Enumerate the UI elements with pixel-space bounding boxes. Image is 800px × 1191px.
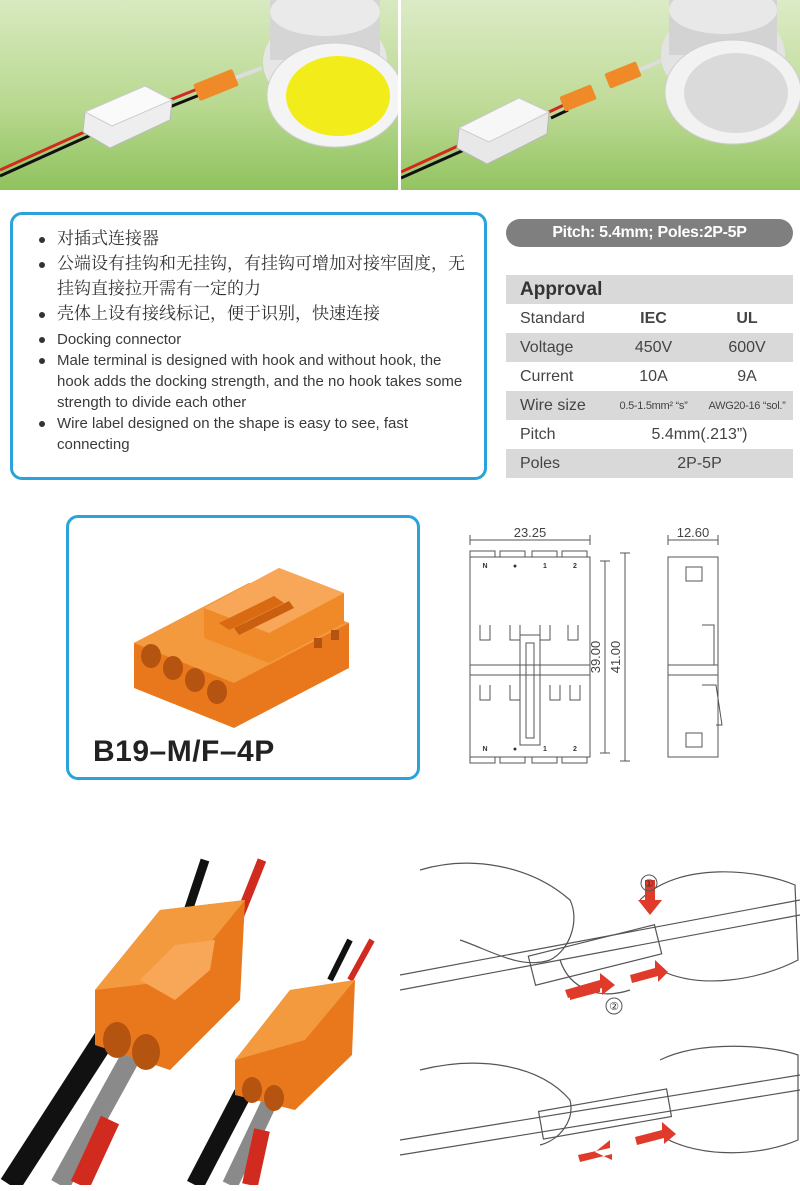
approval-table <box>506 275 793 478</box>
approval-header-row <box>506 304 793 333</box>
product-model-name: B19–M/F–4P <box>93 735 275 768</box>
row-label: Poles <box>520 454 561 472</box>
pin-label: 2 <box>573 563 577 570</box>
feature-item: Male terminal is designed with hook and without hook, the hook adds the docking strength, and the no hook takes some strength to divide each other <box>39 350 470 413</box>
header-iec: IEC <box>640 309 667 327</box>
usage-instruction-illustration <box>400 840 800 1185</box>
approval-row-wire-size <box>506 391 793 420</box>
row-label: Wire size <box>520 396 586 414</box>
pin-label: 2 <box>573 746 577 753</box>
approval-row-pitch <box>506 420 793 449</box>
connector-render <box>109 528 389 728</box>
feature-item: 公端设有挂钩和无挂钩，有挂钩可增加对接牢固度，无挂钩直接拉开需有一定的力 <box>39 252 470 302</box>
row-iec-value: 10A <box>639 367 668 385</box>
row-label: Voltage <box>520 338 574 356</box>
features-box <box>10 212 487 480</box>
approval-row-voltage <box>506 333 793 362</box>
row-iec-value: 450V <box>634 338 673 356</box>
row-ul-value: AWG20-16 “sol.” <box>708 399 786 412</box>
product-box <box>66 515 420 780</box>
pin-label: 1 <box>543 746 547 753</box>
pin-label: ● <box>512 563 518 570</box>
pin-label: ● <box>512 746 518 753</box>
header-standard: Standard <box>520 309 585 327</box>
row-iec-value: 0.5-1.5mm² “s” <box>619 399 688 412</box>
feature-item: Docking connector <box>39 329 470 350</box>
approval-title-row <box>506 275 793 304</box>
hero-photo-disconnected <box>401 0 800 190</box>
feature-item: 壳体上设有接线标记，便于识别，快速连接 <box>39 302 470 327</box>
features-list <box>39 227 470 455</box>
row-label: Current <box>520 367 574 385</box>
pin-label: N <box>482 563 488 570</box>
step-1-marker: ① <box>644 878 654 890</box>
dim-side-width: 12.60 <box>676 525 710 540</box>
dim-width: 23.25 <box>513 525 547 540</box>
feature-item: 对插式连接器 <box>39 227 470 252</box>
row-span-value: 5.4mm(.213”) <box>651 425 748 443</box>
pitch-poles-badge: Pitch: 5.4mm; Poles:2P-5P <box>506 219 793 247</box>
feature-item: Wire label designed on the shape is easy to see, fast connecting <box>39 413 470 455</box>
header-ul: UL <box>736 309 758 327</box>
technical-drawing <box>440 515 780 765</box>
dim-height-inner: 39.00 <box>588 640 603 674</box>
connector-closeup-photo <box>0 840 400 1185</box>
row-ul-value: 600V <box>728 338 766 356</box>
approval-row-poles <box>506 449 793 478</box>
approval-title: Approval <box>520 278 603 300</box>
dim-height-outer: 41.00 <box>608 640 623 674</box>
pin-label: 1 <box>543 563 547 570</box>
hero-photo-connected <box>0 0 398 190</box>
approval-row-current <box>506 362 793 391</box>
pin-label: N <box>482 746 488 753</box>
step-2-marker: ② <box>609 1001 619 1013</box>
row-label: Pitch <box>520 425 556 443</box>
row-span-value: 2P-5P <box>677 454 722 472</box>
row-ul-value: 9A <box>737 367 757 385</box>
